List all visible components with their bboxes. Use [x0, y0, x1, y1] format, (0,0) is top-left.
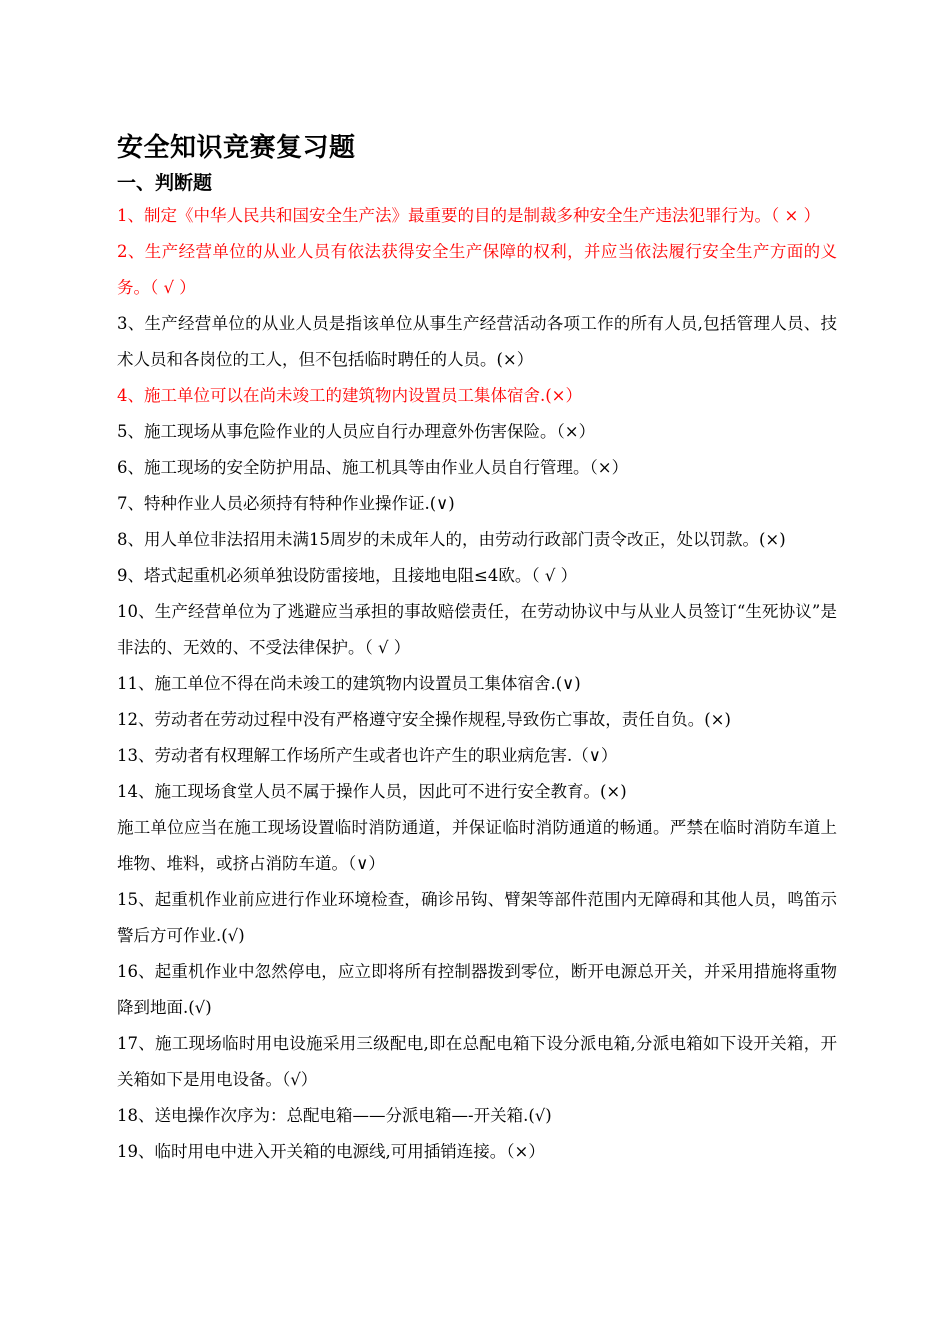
question-item: 18、送电操作次序为：总配电箱——分派电箱—-开关箱.(√) [117, 1106, 552, 1125]
document-page [117, 128, 837, 1170]
question-item: 15、起重机作业前应进行作业环境检查，确诊吊钩、臂架等部件范围内无障碍和其他人员，鸣笛示警后方可作业.(√) [117, 890, 837, 945]
question-item: 2、生产经营单位的从业人员有依法获得安全生产保障的权利，并应当依法履行安全生产方面的义务。（ √ ） [117, 242, 837, 297]
question-item: 施工单位应当在施工现场设置临时消防通道，并保证临时消防通道的畅通。严禁在临时消防车道上堆物、堆料，或挤占消防车道。（∨） [117, 818, 837, 873]
document-title: 安全知识竞赛复习题 [117, 133, 356, 163]
question-list [117, 198, 837, 1170]
question-item: 1、制定《中华人民共和国安全生产法》最重要的目的是制裁多种安全生产违法犯罪行为。（ × ） [117, 206, 821, 225]
question-item: 17、施工现场临时用电设施采用三级配电,即在总配电箱下设分派电箱,分派电箱如下设开关箱，开关箱如下是用电设备。（√） [117, 1034, 837, 1089]
question-item: 3、生产经营单位的从业人员是指该单位从事生产经营活动各项工作的所有人员,包括管理人员、技术人员和各岗位的工人，但不包括临时聘任的人员。(×） [117, 314, 837, 369]
section-title: 一、判断题 [117, 172, 213, 194]
question-item: 4、施工单位可以在尚未竣工的建筑物内设置员工集体宿舍.(×） [117, 386, 583, 405]
question-item: 19、临时用电中进入开关箱的电源线,可用插销连接。（×） [117, 1142, 545, 1161]
question-item: 11、施工单位不得在尚未竣工的建筑物内设置员工集体宿舍.(∨) [117, 674, 581, 693]
question-item: 8、用人单位非法招用未满15周岁的未成年人的，由劳动行政部门责令改正，处以罚款。(×) [117, 530, 786, 549]
question-item: 9、塔式起重机必须单独设防雷接地，且接地电阻≤4欧。（ √ ） [117, 566, 578, 585]
question-item: 10、生产经营单位为了逃避应当承担的事故赔偿责任，在劳动协议中与从业人员签订“生死协议”是非法的、无效的、不受法律保护。（ √ ） [117, 602, 837, 657]
question-item: 5、施工现场从事危险作业的人员应自行办理意外伤害保险。（×） [117, 422, 596, 441]
question-item: 13、劳动者有权理解工作场所产生或者也许产生的职业病危害.（∨） [117, 746, 618, 765]
question-item: 12、劳动者在劳动过程中没有严格遵守安全操作规程,导致伤亡事故，责任自负。(×) [117, 710, 731, 729]
question-item: 6、施工现场的安全防护用品、施工机具等由作业人员自行管理。（×） [117, 458, 629, 477]
question-item: 7、特种作业人员必须持有特种作业操作证.(∨) [117, 494, 455, 513]
question-item: 14、施工现场食堂人员不属于操作人员，因此可不进行安全教育。(×) [117, 782, 627, 801]
question-item: 16、起重机作业中忽然停电，应立即将所有控制器拨到零位，断开电源总开关，并采用措施将重物降到地面.(√) [117, 962, 837, 1017]
